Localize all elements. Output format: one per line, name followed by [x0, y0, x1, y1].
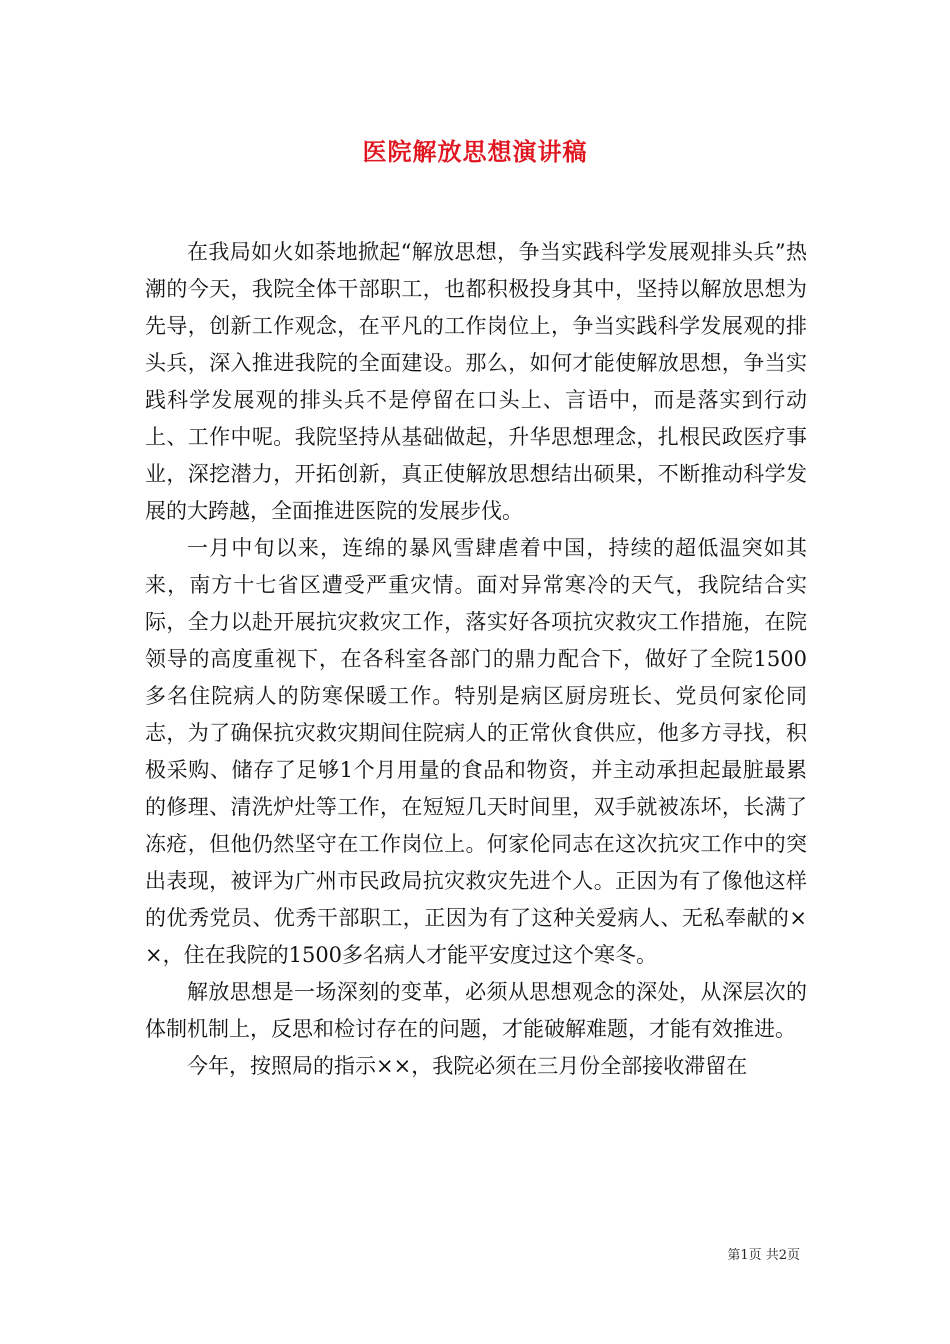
page-number-footer: 第1页 共2页: [727, 1248, 800, 1263]
paragraph-1: 在我局如火如荼地掀起“解放思想，争当实践科学发展观排头兵”热潮的今天，我院全体干部职工，也都积极投身其中，坚持以解放思想为先导，创新工作观念，在平凡的工作岗位上，争当实践科学发展观的排头兵，深入推进我院的全面建设。那么，如何才能使解放思想，争当实践科学发展观的排头兵不是停留在口头上、言语中，而是落实到行动上、工作中呢。我院坚持从基础做起，升华思想理念，扎根民政医疗事业，深挖潜力，开拓创新，真正使解放思想结出硕果，不断推动科学发展的大跨越，全面推进医院的发展步伐。: [145, 240, 807, 523]
document-body: [145, 234, 807, 1085]
paragraph-2: 一月中旬以来，连绵的暴风雪肆虐着中国，持续的超低温突如其来，南方十七省区遭受严重灾情。面对异常寒冷的天气，我院结合实际，全力以赴开展抗灾救灾工作，落实好各项抗灾救灾工作措施，在院领导的高度重视下，在各科室各部门的鼎力配合下，做好了全院1500多名住院病人的防寒保暖工作。特别是病区厨房班长、党员何家伦同志，为了确保抗灾救灾期间住院病人的正常伙食供应，他多方寻找，积极采购、储存了足够1个月用量的食品和物资，并主动承担起最脏最累的修理、清洗炉灶等工作，在短短几天时间里，双手就被冻坏，长满了冻疮，但他仍然坚守在工作岗位上。何家伦同志在这次抗灾工作中的突出表现，被评为广州市民政局抗灾救灾先进个人。正因为有了像他这样的优秀党员、优秀干部职工，正因为有了这种关爱病人、无私奉献的××，住在我院的1500多名病人才能平安度过这个寒冬。: [145, 536, 807, 967]
paragraph-4: 今年，按照局的指示××，我院必须在三月份全部接收滞留在: [187, 1054, 748, 1078]
paragraph-3: 解放思想是一场深刻的变革，必须从思想观念的深处，从深层次的体制机制上，反思和检讨存在的问题，才能破解难题，才能有效推进。: [145, 980, 807, 1041]
document-title: 医院解放思想演讲稿: [362, 137, 588, 166]
